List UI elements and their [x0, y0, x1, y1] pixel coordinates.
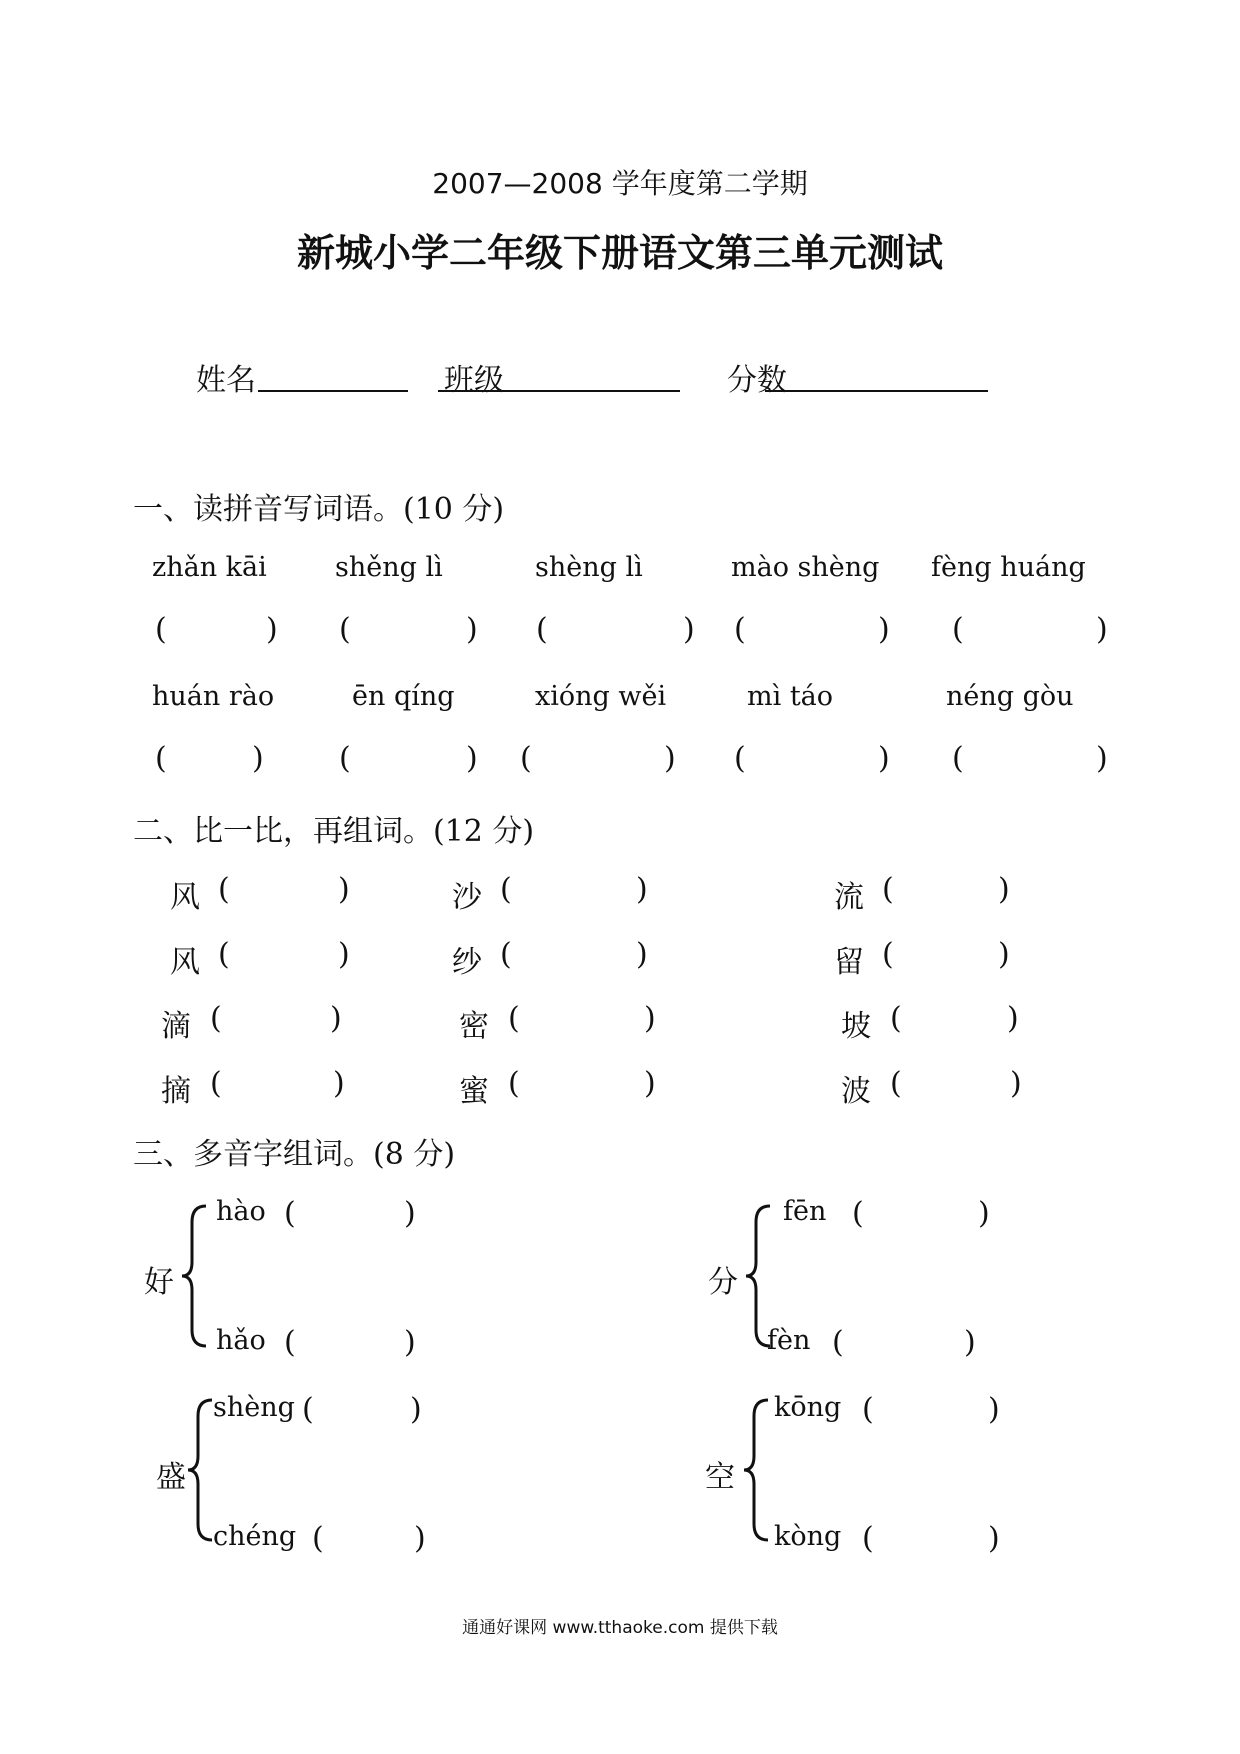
close-paren: ) [664, 741, 676, 776]
close-paren: ) [636, 937, 648, 972]
close-paren: ) [988, 1392, 1000, 1427]
close-paren: ) [410, 1392, 422, 1427]
section2-heading: 二、比一比，再组词。(12 分) [133, 814, 535, 849]
pinyin-nenggou: néng gòu [946, 681, 1074, 712]
answer-blank-7[interactable]: ( [339, 741, 351, 776]
close-paren: ) [338, 872, 350, 907]
pinyin-fen-1: fēn [783, 1196, 827, 1227]
answer-blank-5[interactable]: ( [952, 612, 964, 647]
close-paren: ) [998, 872, 1010, 907]
close-paren: ) [466, 612, 478, 647]
polyphone-blank-3[interactable]: ( [852, 1196, 864, 1231]
close-paren: ) [1010, 1066, 1022, 1101]
polyphone-blank-6[interactable]: ( [312, 1521, 324, 1556]
class-blank[interactable] [438, 357, 680, 392]
polyphone-hao: 好 [144, 1265, 174, 1300]
char-liu-2: 留 [834, 945, 864, 980]
char-bo: 波 [841, 1074, 871, 1109]
polyphone-blank-7[interactable]: ( [862, 1392, 874, 1427]
char-mi-1: 密 [459, 1009, 489, 1044]
char-sha-1: 沙 [452, 880, 482, 915]
word-blank-3[interactable]: ( [210, 1001, 222, 1036]
pinyin-shengli-1: shěng lì [335, 552, 443, 583]
close-paren: ) [333, 1066, 345, 1101]
pinyin-huanrao: huán rào [152, 681, 275, 712]
pinyin-hao-3: hǎo [216, 1325, 266, 1356]
brace-kong [742, 1396, 772, 1544]
footer-source: 通通好课网 www.tthaoke.com 提供下载 [462, 1618, 778, 1638]
answer-blank-10[interactable]: ( [952, 741, 964, 776]
close-paren: ) [988, 1521, 1000, 1556]
word-blank-6[interactable]: ( [500, 937, 512, 972]
brace-hao [180, 1202, 210, 1350]
polyphone-kong: 空 [705, 1460, 735, 1495]
pinyin-shengli-2: shèng lì [535, 552, 643, 583]
close-paren: ) [252, 741, 264, 776]
polyphone-blank-8[interactable]: ( [862, 1521, 874, 1556]
close-paren: ) [636, 872, 648, 907]
close-paren: ) [466, 741, 478, 776]
char-feng-1: 风 [170, 880, 200, 915]
close-paren: ) [404, 1325, 416, 1360]
pinyin-zhankai: zhǎn kāi [152, 552, 267, 583]
brace-sheng [186, 1396, 216, 1544]
close-paren: ) [330, 1001, 342, 1036]
close-paren: ) [414, 1521, 426, 1556]
word-blank-7[interactable]: ( [508, 1001, 520, 1036]
polyphone-blank-5[interactable]: ( [302, 1392, 314, 1427]
close-paren: ) [998, 937, 1010, 972]
score-blank[interactable] [765, 357, 988, 392]
word-blank-5[interactable]: ( [500, 872, 512, 907]
word-blank-12[interactable]: ( [890, 1066, 902, 1101]
score-label: 分数 [727, 363, 787, 398]
pinyin-cheng-2: chéng [213, 1521, 297, 1552]
pinyin-sheng-4: shèng [213, 1392, 295, 1423]
pinyin-mitao: mì táo [747, 681, 834, 712]
close-paren: ) [644, 1066, 656, 1101]
answer-blank-6[interactable]: ( [155, 741, 167, 776]
char-mi-2: 蜜 [459, 1074, 489, 1109]
answer-blank-3[interactable]: ( [536, 612, 548, 647]
char-sha-2: 纱 [452, 945, 482, 980]
close-paren: ) [338, 937, 350, 972]
pinyin-hao-4: hào [216, 1196, 266, 1227]
char-zhai: 摘 [161, 1074, 191, 1109]
polyphone-blank-1[interactable]: ( [284, 1196, 296, 1231]
pinyin-enqing: ēn qíng [352, 681, 455, 712]
close-paren: ) [978, 1196, 990, 1231]
word-blank-11[interactable]: ( [890, 1001, 902, 1036]
word-blank-2[interactable]: ( [218, 937, 230, 972]
close-paren: ) [878, 741, 890, 776]
pinyin-fen-4: fèn [767, 1325, 811, 1356]
pinyin-kong-4: kòng [774, 1521, 842, 1552]
answer-blank-9[interactable]: ( [734, 741, 746, 776]
pinyin-xiongwei: xióng wěi [535, 681, 667, 712]
test-title: 新城小学二年级下册语文第三单元测试 [296, 231, 943, 275]
school-year-subtitle: 2007—2008 学年度第二学期 [432, 167, 808, 200]
char-di: 滴 [161, 1009, 191, 1044]
word-blank-8[interactable]: ( [508, 1066, 520, 1101]
close-paren: ) [683, 612, 695, 647]
word-blank-9[interactable]: ( [882, 872, 894, 907]
close-paren: ) [404, 1196, 416, 1231]
pinyin-fenghuang: fèng huáng [931, 552, 1086, 583]
close-paren: ) [1007, 1001, 1019, 1036]
answer-blank-2[interactable]: ( [339, 612, 351, 647]
pinyin-kong-1: kōng [774, 1392, 842, 1423]
close-paren: ) [266, 612, 278, 647]
char-feng-2: 风 [170, 945, 200, 980]
pinyin-maosheng: mào shèng [731, 552, 880, 583]
polyphone-blank-4[interactable]: ( [832, 1325, 844, 1360]
close-paren: ) [644, 1001, 656, 1036]
close-paren: ) [1096, 741, 1108, 776]
polyphone-blank-2[interactable]: ( [284, 1325, 296, 1360]
polyphone-fen: 分 [708, 1265, 738, 1300]
char-po: 坡 [841, 1009, 871, 1044]
answer-blank-8[interactable]: ( [520, 741, 532, 776]
close-paren: ) [964, 1325, 976, 1360]
close-paren: ) [878, 612, 890, 647]
name-blank[interactable] [258, 357, 408, 392]
polyphone-sheng: 盛 [156, 1460, 186, 1495]
word-blank-1[interactable]: ( [218, 872, 230, 907]
char-liu-1: 流 [834, 880, 864, 915]
class-label: 班级 [444, 363, 504, 398]
section1-heading: 一、读拼音写词语。(10 分) [133, 492, 505, 527]
name-label: 姓名 [196, 363, 256, 398]
word-blank-10[interactable]: ( [882, 937, 894, 972]
close-paren: ) [1096, 612, 1108, 647]
section3-heading: 三、多音字组词。(8 分) [133, 1137, 456, 1172]
answer-blank-4[interactable]: ( [734, 612, 746, 647]
answer-blank-1[interactable]: ( [155, 612, 167, 647]
word-blank-4[interactable]: ( [210, 1066, 222, 1101]
